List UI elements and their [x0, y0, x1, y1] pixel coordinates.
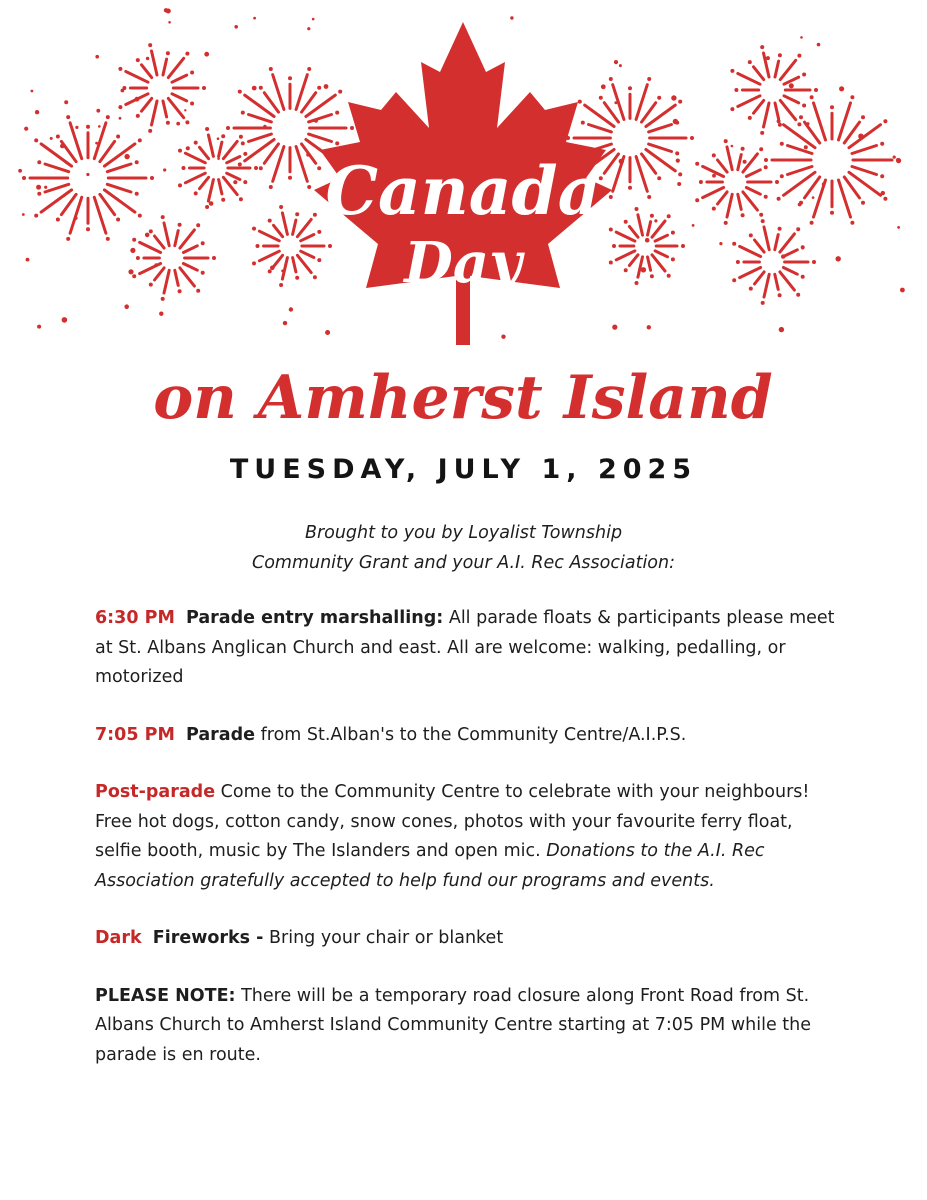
confetti-dot	[306, 153, 310, 157]
confetti-dot	[204, 52, 209, 57]
confetti-dot	[37, 325, 41, 329]
firework-icon	[118, 43, 206, 133]
confetti-dot	[145, 233, 150, 238]
intro-line-1: Brought to you by Loyalist Township	[304, 523, 623, 543]
confetti-dot	[289, 307, 293, 311]
donation-note: Donations to the A.I. Rec Association gratefully accepted to help fund our programs and events.	[95, 841, 765, 891]
firework-icon	[132, 215, 216, 301]
confetti-dot	[209, 201, 214, 206]
road-closure-note	[95, 982, 840, 1071]
confetti-dot	[154, 263, 158, 267]
confetti-dot	[677, 182, 681, 186]
confetti-dot	[645, 238, 650, 243]
confetti-dot	[75, 126, 78, 129]
confetti-dot	[184, 109, 186, 111]
confetti-dot	[24, 127, 28, 131]
confetti-dot	[798, 203, 802, 207]
confetti-dot	[233, 180, 237, 184]
confetti-dot	[779, 327, 784, 332]
confetti-dot	[676, 159, 680, 163]
confetti-dot	[619, 159, 624, 164]
confetti-dot	[501, 335, 505, 339]
title-canada: Canada	[325, 152, 601, 230]
confetti-dot	[98, 125, 101, 128]
confetti-dot	[159, 312, 163, 316]
confetti-dot	[124, 304, 129, 309]
confetti-dot	[804, 145, 808, 149]
confetti-dot	[806, 122, 809, 125]
confetti-dot	[124, 154, 129, 159]
confetti-dot	[95, 55, 99, 59]
confetti-dot	[217, 137, 220, 140]
confetti-dot	[312, 18, 315, 21]
confetti-dot	[283, 321, 287, 325]
please-note-text: There will be a temporary road closure along Front Road from St. Albans Church to Amherst Island Community Centre starting at 7:05 PM while the parade is en route.	[95, 985, 812, 1065]
confetti-dot	[65, 161, 68, 164]
schedule-time: 6:30 PM	[95, 608, 175, 628]
confetti-dot	[654, 219, 657, 222]
schedule-text: Come to the Community Centre to celebrate with your neighbours! Free hot dogs, cotton candy, snow cones, photos with your favourite ferry float, selfie booth, music by The Islanders and open mic.	[95, 782, 810, 861]
confetti-dot	[601, 84, 606, 89]
confetti-dot	[817, 43, 821, 47]
confetti-dot	[186, 146, 190, 150]
confetti-dot	[755, 154, 758, 157]
schedule-text: from St.Alban's to the Community Centre/A.I.P.S.	[255, 724, 687, 745]
sponsor-intro	[0, 518, 927, 578]
subtitle-amherst-island: on Amherst Island	[153, 363, 773, 433]
confetti-dot	[614, 60, 618, 64]
schedule-time: Post-parade	[95, 782, 216, 802]
schedule-item-parade	[95, 721, 840, 751]
schedule-text: All parade floats & participants please meet at St. Albans Anglican Church and east. All are welcome: walking, pedalling, or motorized	[95, 608, 835, 687]
confetti-dot	[839, 86, 844, 91]
confetti-dot	[36, 185, 41, 190]
confetti-dot	[50, 137, 53, 140]
firework-icon	[22, 115, 154, 241]
confetti-dot	[893, 156, 896, 159]
firework-icon	[764, 95, 900, 225]
schedule-title: Parade	[186, 724, 256, 745]
schedule-time: 7:05 PM	[95, 724, 175, 745]
confetti-dot	[217, 157, 220, 160]
confetti-dot	[881, 191, 885, 195]
confetti-dot	[253, 17, 256, 20]
confetti-dot	[18, 169, 22, 173]
confetti-dot	[119, 117, 122, 120]
schedule-item-marshalling	[95, 604, 840, 693]
intro-line-2: Community Grant and your A.I. Rec Association:	[251, 553, 676, 573]
confetti-dot	[270, 266, 275, 271]
confetti-dot	[812, 196, 815, 199]
schedule-time: Dark	[95, 928, 142, 948]
confetti-dot	[671, 95, 676, 100]
confetti-dot	[86, 173, 89, 176]
confetti-dot	[781, 254, 785, 258]
confetti-dot	[325, 330, 330, 335]
confetti-dot	[307, 27, 310, 30]
confetti-dot	[95, 142, 98, 145]
confetti-dot	[766, 56, 770, 60]
confetti-dot	[510, 16, 513, 19]
confetti-dot	[822, 182, 826, 186]
schedule-text: Bring your chair or blanket	[263, 928, 504, 948]
confetti-dot	[22, 213, 25, 216]
confetti-dot	[26, 258, 30, 262]
confetti-dot	[146, 57, 149, 60]
confetti-dot	[62, 317, 68, 323]
schedule	[95, 604, 840, 1098]
firework-icon	[695, 139, 779, 225]
confetti-dot	[96, 109, 100, 113]
confetti-dot	[234, 25, 238, 29]
confetti-dot	[619, 64, 622, 67]
confetti-dot	[712, 174, 716, 178]
confetti-dot	[647, 325, 651, 329]
event-date: TUESDAY, JULY 1, 2025	[229, 454, 698, 485]
confetti-dot	[896, 158, 901, 163]
confetti-dot	[252, 86, 257, 91]
confetti-dot	[673, 119, 678, 124]
confetti-dot	[900, 288, 905, 293]
confetti-dot	[800, 36, 803, 39]
confetti-dot	[263, 125, 266, 128]
confetti-dot	[743, 160, 747, 164]
confetti-dot	[128, 269, 133, 274]
schedule-item-fireworks	[95, 924, 840, 954]
confetti-dot	[74, 216, 78, 220]
title-day: Day	[404, 230, 522, 296]
confetti-dot	[612, 325, 617, 330]
confetti-dot	[281, 270, 284, 273]
confetti-dot	[789, 83, 794, 88]
confetti-dot	[64, 100, 68, 104]
schedule-item-post-parade	[95, 778, 840, 896]
confetti-dot	[168, 21, 171, 24]
confetti-dot	[163, 168, 166, 171]
confetti-dot	[166, 9, 171, 14]
confetti-dot	[44, 186, 47, 189]
firework-icon	[732, 219, 816, 305]
confetti-dot	[314, 119, 318, 123]
confetti-dot	[121, 89, 125, 93]
header-art	[0, 0, 927, 450]
confetti-dot	[135, 97, 140, 102]
schedule-title: Parade entry marshalling:	[186, 608, 444, 628]
confetti-dot	[801, 247, 804, 250]
confetti-dot	[35, 110, 39, 114]
confetti-dot	[858, 134, 863, 139]
confetti-dot	[130, 248, 135, 253]
confetti-dot	[641, 267, 646, 272]
confetti-dot	[176, 122, 180, 126]
confetti-dot	[897, 226, 900, 229]
confetti-dot	[324, 84, 329, 89]
confetti-dot	[60, 144, 65, 149]
firework-icon	[252, 205, 332, 287]
confetti-dot	[614, 101, 617, 104]
confetti-dot	[731, 145, 734, 148]
confetti-dot	[719, 242, 722, 245]
confetti-dot	[836, 256, 841, 261]
please-note-label: PLEASE NOTE:	[95, 985, 236, 1006]
schedule-title: Fireworks -	[152, 928, 264, 948]
confetti-dot	[31, 90, 34, 93]
firework-icon	[609, 207, 685, 285]
confetti-dot	[692, 224, 695, 227]
